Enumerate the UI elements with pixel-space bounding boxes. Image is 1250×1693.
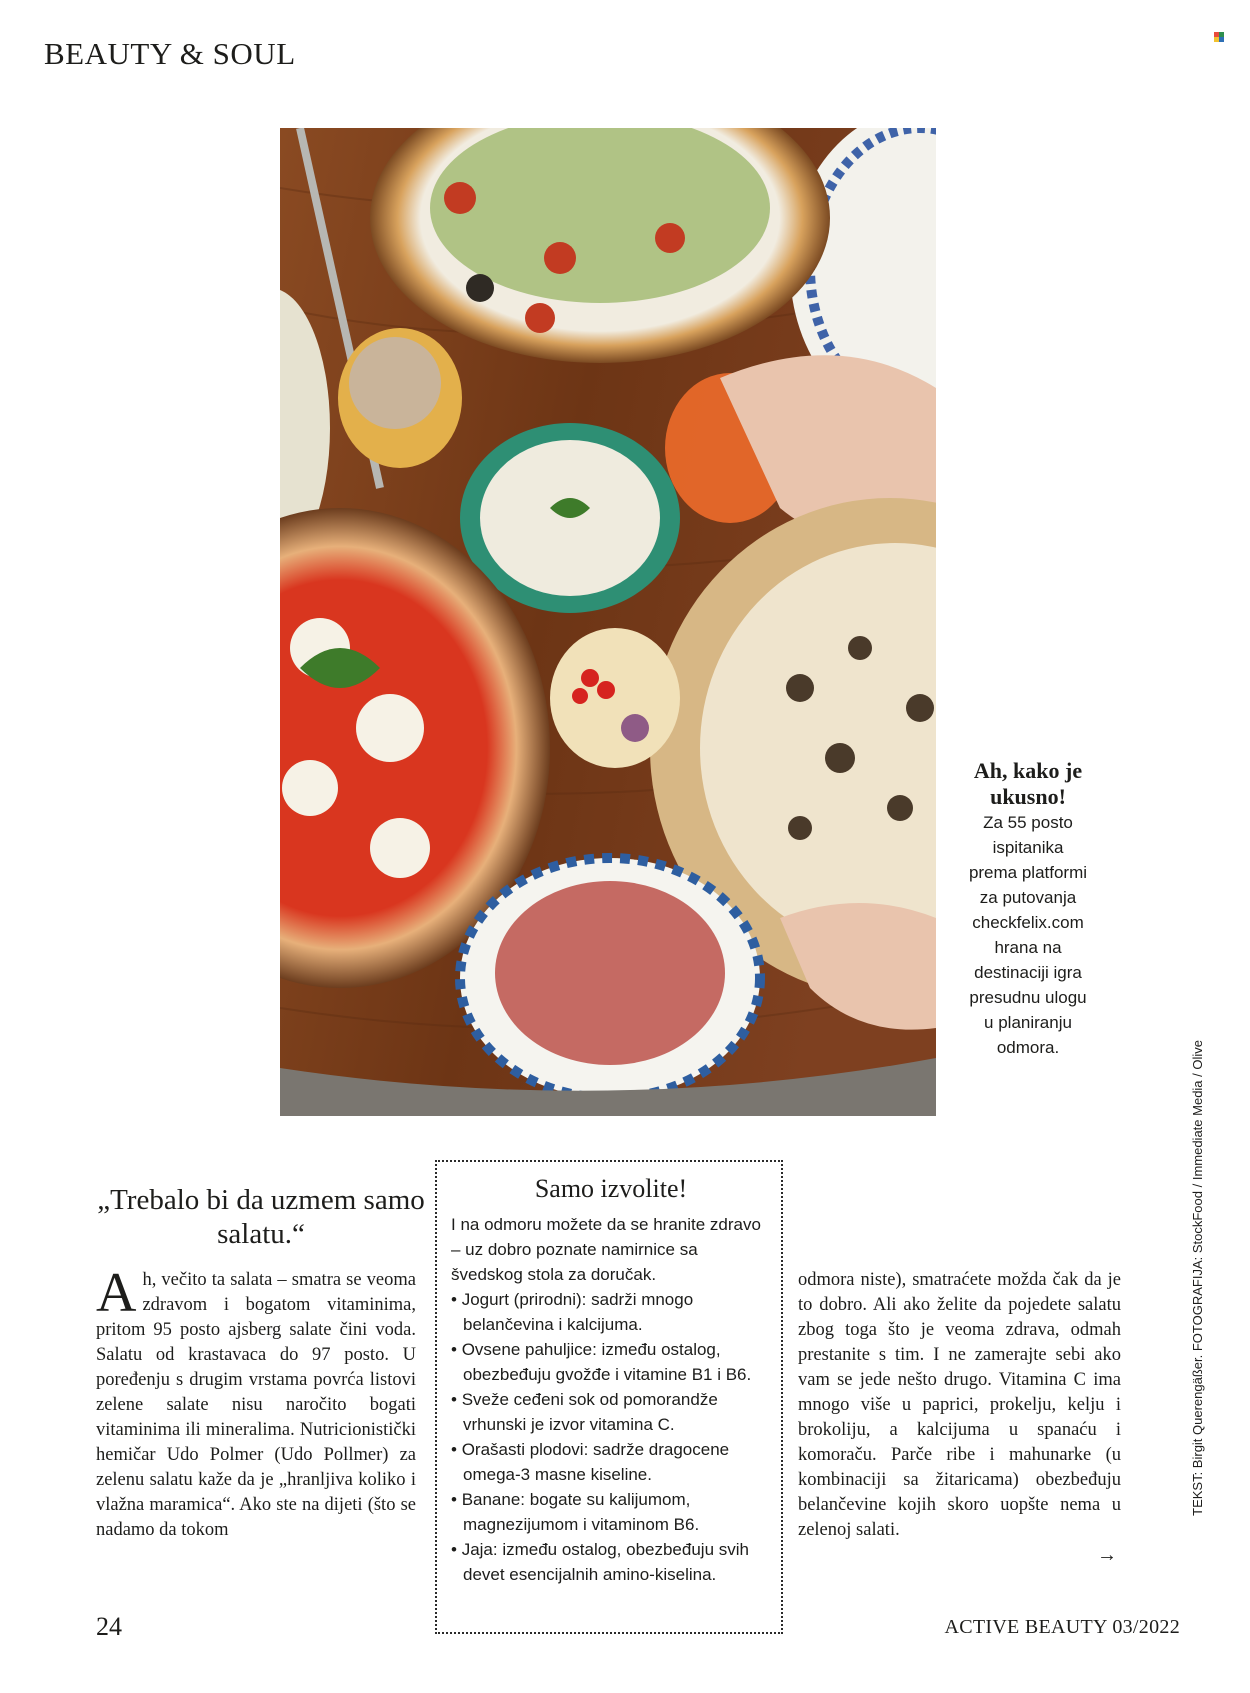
article-text-left: h, večito ta salata – smatra se veoma zdravom i bogatom vitaminima, pritom 95 posto ajsberg salate čini voda. Salatu od krastavaca do 97 posto. U poređenju s drugim vrstama povrća listovi zelene salate nisu naročito bogati vitaminima ili mineralima. Nutricionistički hemičar Udo Polmer (Udo Pollmer) za zelenu salatu kaže da je „hranljiva koliko i vlažna maramica“. Ako ste na dijeti (što se nadamo da tokom <box>96 1270 416 1540</box>
caption-line: u planiranju <box>984 1013 1072 1032</box>
caption-line: checkfelix.com <box>972 913 1084 932</box>
section-header: BEAUTY & SOUL <box>44 36 296 71</box>
caption-line: hrana na <box>994 938 1062 957</box>
caption-line: destinaciji igra <box>974 963 1082 982</box>
caption-line: za putovanja <box>979 888 1077 907</box>
food-photo <box>280 128 936 1116</box>
photo-credit-text: TEKST: Birgit Querengäßer. FOTOGRAFIJA: StockFood / Immediate Media / Olive <box>1190 1040 1205 1516</box>
caption-line: presudnu ulogu <box>969 988 1087 1007</box>
continue-arrow-icon: → <box>1097 1544 1117 1566</box>
tips-box <box>435 1160 783 1634</box>
corner-mark <box>1214 32 1224 42</box>
caption-body <box>948 810 1108 1060</box>
tips-list <box>451 1287 771 1587</box>
caption-line: prema platformi <box>968 863 1088 882</box>
list-item: • Sveže ceđeni sok od pomorandže vrhunski je izvor vitamina C. <box>451 1387 771 1437</box>
list-item: • Jogurt (prirodni): sadrži mnogo belančevina i kalcijuma. <box>451 1287 771 1337</box>
article-headline: „Trebalo bi da uzmem samo salatu.“ <box>97 1184 425 1250</box>
caption-line: ispitanika <box>992 838 1064 857</box>
tips-box-title: Samo izvolite! <box>534 1174 688 1203</box>
list-item: • Banane: bogate su kalijumom, magnezijumom i vitaminom B6. <box>451 1487 771 1537</box>
photo-credit <box>1188 1040 1208 1580</box>
list-item: • Ovsene pahuljice: između ostalog, obezbeđuju gvožđe i vitamine B1 i B6. <box>451 1337 771 1387</box>
article-column-left <box>96 1262 416 1543</box>
photo-caption <box>948 758 1108 1060</box>
caption-line: odmora. <box>996 1038 1060 1057</box>
article-text-right: odmora niste), smatraćete možda čak da je to dobro. Ali ako želite da pojedete salatu zbog toga što je veoma zdrava, odmah prestanite s tim. I ne zamerajte sebi ako vam se jede nešto drugo. Vitamina C ima mnogo više u paprici, prokelju, kelju i brokoliju, a kalcijuma u spanaću i komoraču. Parče ribe i mahunarke (u kombinaciji sa žitaricama) obezbeđuju belančevine kojih skoro uopšte nema u zelenoj salati. <box>798 1270 1121 1540</box>
article-column-right <box>798 1268 1121 1543</box>
caption-title: Ah, kako je ukusno! <box>973 758 1083 809</box>
drop-cap: A <box>96 1262 137 1324</box>
list-item: • Jaja: između ostalog, obezbeđuju svih devet esencijalnih amino-kiselina. <box>451 1537 771 1587</box>
list-item: • Orašasti plodovi: sadrže dragocene omega-3 masne kiseline. <box>451 1437 771 1487</box>
page-number: 24 <box>96 1612 122 1641</box>
magazine-issue: ACTIVE BEAUTY 03/2022 <box>944 1616 1180 1638</box>
tips-box-intro: I na odmoru možete da se hranite zdravo – uz dobro poznate namirnice sa švedskog stola za doručak. <box>451 1215 761 1284</box>
caption-line: Za 55 posto <box>983 813 1073 832</box>
